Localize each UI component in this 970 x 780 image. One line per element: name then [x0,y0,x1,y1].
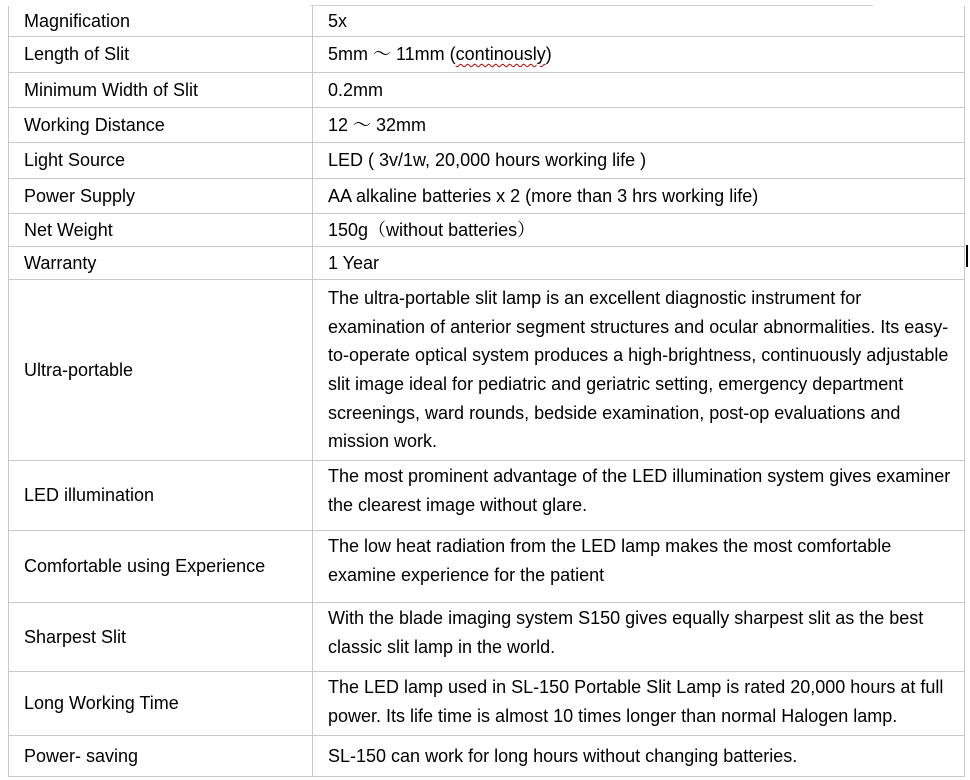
spec-value-text: 5mm ～ 11mm ( [328,44,456,65]
spec-value: The LED lamp used in SL-150 Portable Slit Lamp is rated 20,000 hours at full power. Its life time is almost 10 times longer than normal Halogen lamp. [313,672,965,736]
spec-label: Long Working Time [9,672,313,736]
spec-label: Working Distance [9,108,313,143]
spec-label: Magnification [9,6,313,37]
table-row [9,108,965,143]
table-row [9,247,965,280]
table-row [9,461,965,531]
table-row [9,73,965,108]
spec-label: LED illumination [9,461,313,531]
spec-value: 1 Year [313,247,965,280]
table-row [9,37,965,73]
spec-value: AA alkaline batteries x 2 (more than 3 hrs working life) [313,179,965,214]
table-row [9,531,965,603]
spec-value: With the blade imaging system S150 gives equally sharpest slit as the best classic slit lamp in the world. [313,603,965,672]
spec-value: The most prominent advantage of the LED illumination system gives examiner the clearest image without glare. [313,461,965,531]
spec-value: 150g（without batteries） [313,214,965,247]
spec-label: Minimum Width of Slit [9,73,313,108]
spec-label: Warranty [9,247,313,280]
table-row [9,143,965,179]
spec-value: 12 ～ 32mm [313,108,965,143]
spec-label: Power- saving [9,736,313,777]
spec-value: SL-150 can work for long hours without changing batteries. [313,736,965,777]
table-row [9,214,965,247]
table-row [9,6,965,37]
spec-value: The low heat radiation from the LED lamp makes the most comfortable examine experience for the patient [313,531,965,603]
spec-value-text: ) [545,44,552,65]
table-row [9,603,965,672]
spec-label: Power Supply [9,179,313,214]
table-row [9,280,965,461]
spec-value: 0.2mm [313,73,965,108]
text-cursor [966,245,968,267]
spellcheck-marked-word: continously [455,44,546,65]
spec-value: The ultra-portable slit lamp is an excellent diagnostic instrument for examination of anterior segment structures and ocular abnormalities. Its easy-to-operate optical system produces a high-brightness, continuously adjustable slit image ideal for pediatric and geriatric setting, emergency department screenings, ward rounds, bedside examination, post-op evaluations and mission work. [313,280,965,461]
table-row [9,672,965,736]
spec-label: Comfortable using Experience [9,531,313,603]
spec-value: 5x [313,6,965,37]
table-row [9,736,965,777]
spec-value [313,37,965,73]
spec-label: Net Weight [9,214,313,247]
spec-value: LED ( 3v/1w, 20,000 hours working life ) [313,143,965,179]
spec-label: Length of Slit [9,37,313,73]
spec-label: Sharpest Slit [9,603,313,672]
spec-label: Light Source [9,143,313,179]
spec-label: Ultra-portable [9,280,313,461]
table-row [9,179,965,214]
specification-table [8,6,965,777]
